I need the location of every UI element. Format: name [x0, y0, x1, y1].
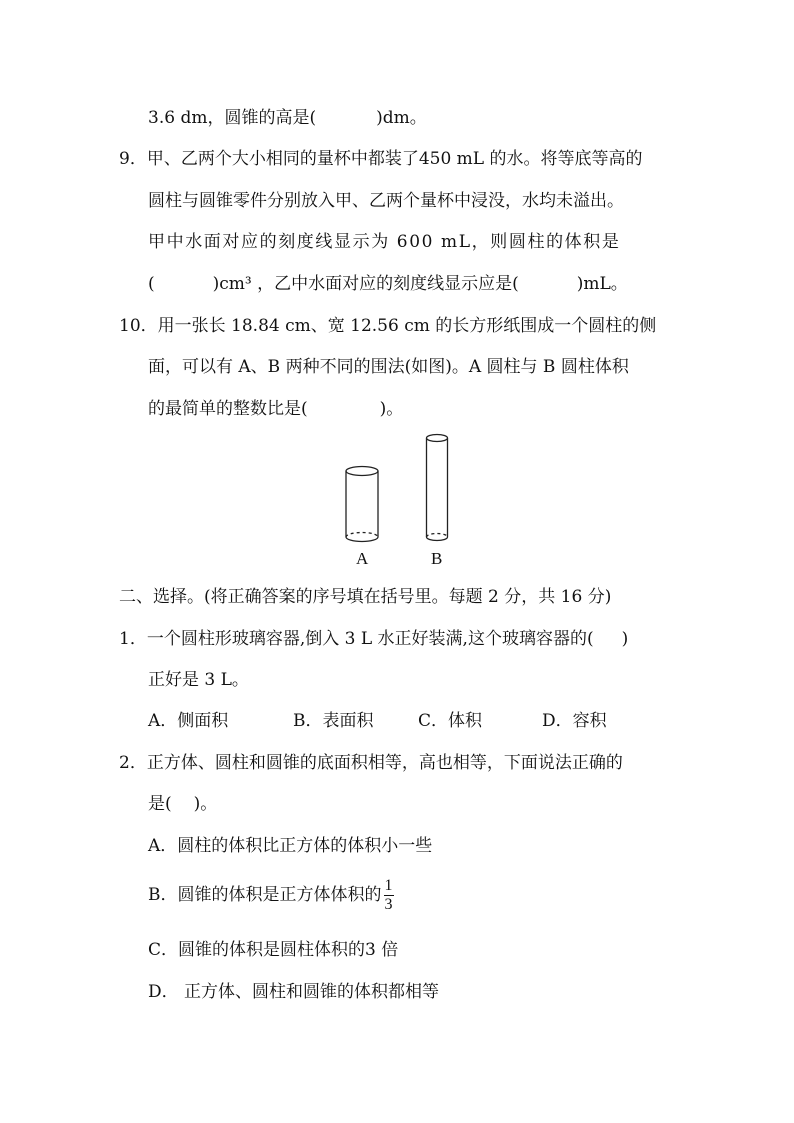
q9-mid-text: )cm³ ，乙中水面对应的刻度线显示应是( — [212, 274, 519, 294]
q9-unit: )mL。 — [576, 274, 628, 294]
s1-line-2: 正好是 3 L。 — [148, 670, 249, 690]
s2-option-d[interactable]: D． 正方体、圆柱和圆锥的体积都相等 — [148, 982, 440, 1002]
q10-line-1: 10．用一张长 18.84 cm、宽 12.56 cm 的长方形纸围成一个圆柱的侧 — [119, 316, 657, 336]
q9-line-4 — [148, 272, 628, 296]
q8-tail — [148, 106, 427, 130]
s2-line-2 — [148, 792, 217, 816]
cylinder-b — [427, 435, 448, 541]
s2-option-b-text: B．圆锥的体积是正方体体积的 — [148, 885, 382, 905]
q10-line-2: 面，可以有 A、B 两种不同的围法(如图)。A 圆柱与 B 圆柱体积 — [148, 357, 629, 377]
q9-line-2: 圆柱与圆锥零件分别放入甲、乙两个量杯中浸没，水均未溢出。 — [148, 191, 624, 211]
s2-text: 是( — [148, 794, 172, 814]
q9-line-3: 甲中水面对应的刻度线显示为 600 mL，则圆柱的体积是 — [148, 232, 621, 252]
fraction-numerator: 1 — [384, 877, 393, 894]
cylinders-figure — [320, 428, 480, 576]
s2-line-1: 2．正方体、圆柱和圆锥的底面积相等，高也相等，下面说法正确的 — [119, 753, 623, 773]
s1-text: 1．一个圆柱形玻璃容器,倒入 3 L 水正好装满,这个玻璃容器的( — [119, 629, 594, 649]
fraction-denominator: 3 — [384, 896, 393, 913]
q10-text: 的最简单的整数比是( — [148, 399, 308, 419]
s2-option-b[interactable] — [148, 872, 394, 918]
s2-option-a[interactable]: A．圆柱的体积比正方体的体积小一些 — [148, 836, 433, 856]
q10-line-3 — [148, 397, 403, 421]
s1-option-a[interactable]: A．侧面积 — [148, 711, 229, 731]
s1-option-d[interactable]: D．容积 — [542, 711, 607, 731]
section-2-header: 二、选择。(将正确答案的序号填在括号里。每题 2 分，共 16 分) — [119, 587, 612, 607]
s2-paren-close: )。 — [193, 794, 218, 814]
q10-paren-close: )。 — [379, 399, 404, 419]
cylinder-b-label: B — [431, 549, 443, 568]
cylinders-drawing — [320, 428, 480, 576]
s1-line-1 — [119, 627, 628, 651]
s1-option-c[interactable]: C．体积 — [418, 711, 483, 731]
s1-paren-close: ) — [621, 629, 629, 649]
q8-unit: )dm。 — [376, 108, 427, 128]
s1-options — [148, 709, 607, 733]
q8-text: 3.6 dm，圆锥的高是( — [148, 108, 317, 128]
cylinder-a — [346, 467, 378, 542]
s1-option-b[interactable]: B．表面积 — [293, 711, 374, 731]
s2-option-c[interactable]: C．圆锥的体积是圆柱体积的3 倍 — [148, 940, 399, 960]
cylinder-a-label: A — [356, 549, 369, 568]
q9-line-1: 9．甲、乙两个大小相同的量杯中都装了450 mL 的水。将等底等高的 — [119, 149, 643, 169]
q9-paren-open: ( — [148, 274, 155, 294]
fraction-one-third — [384, 877, 394, 914]
